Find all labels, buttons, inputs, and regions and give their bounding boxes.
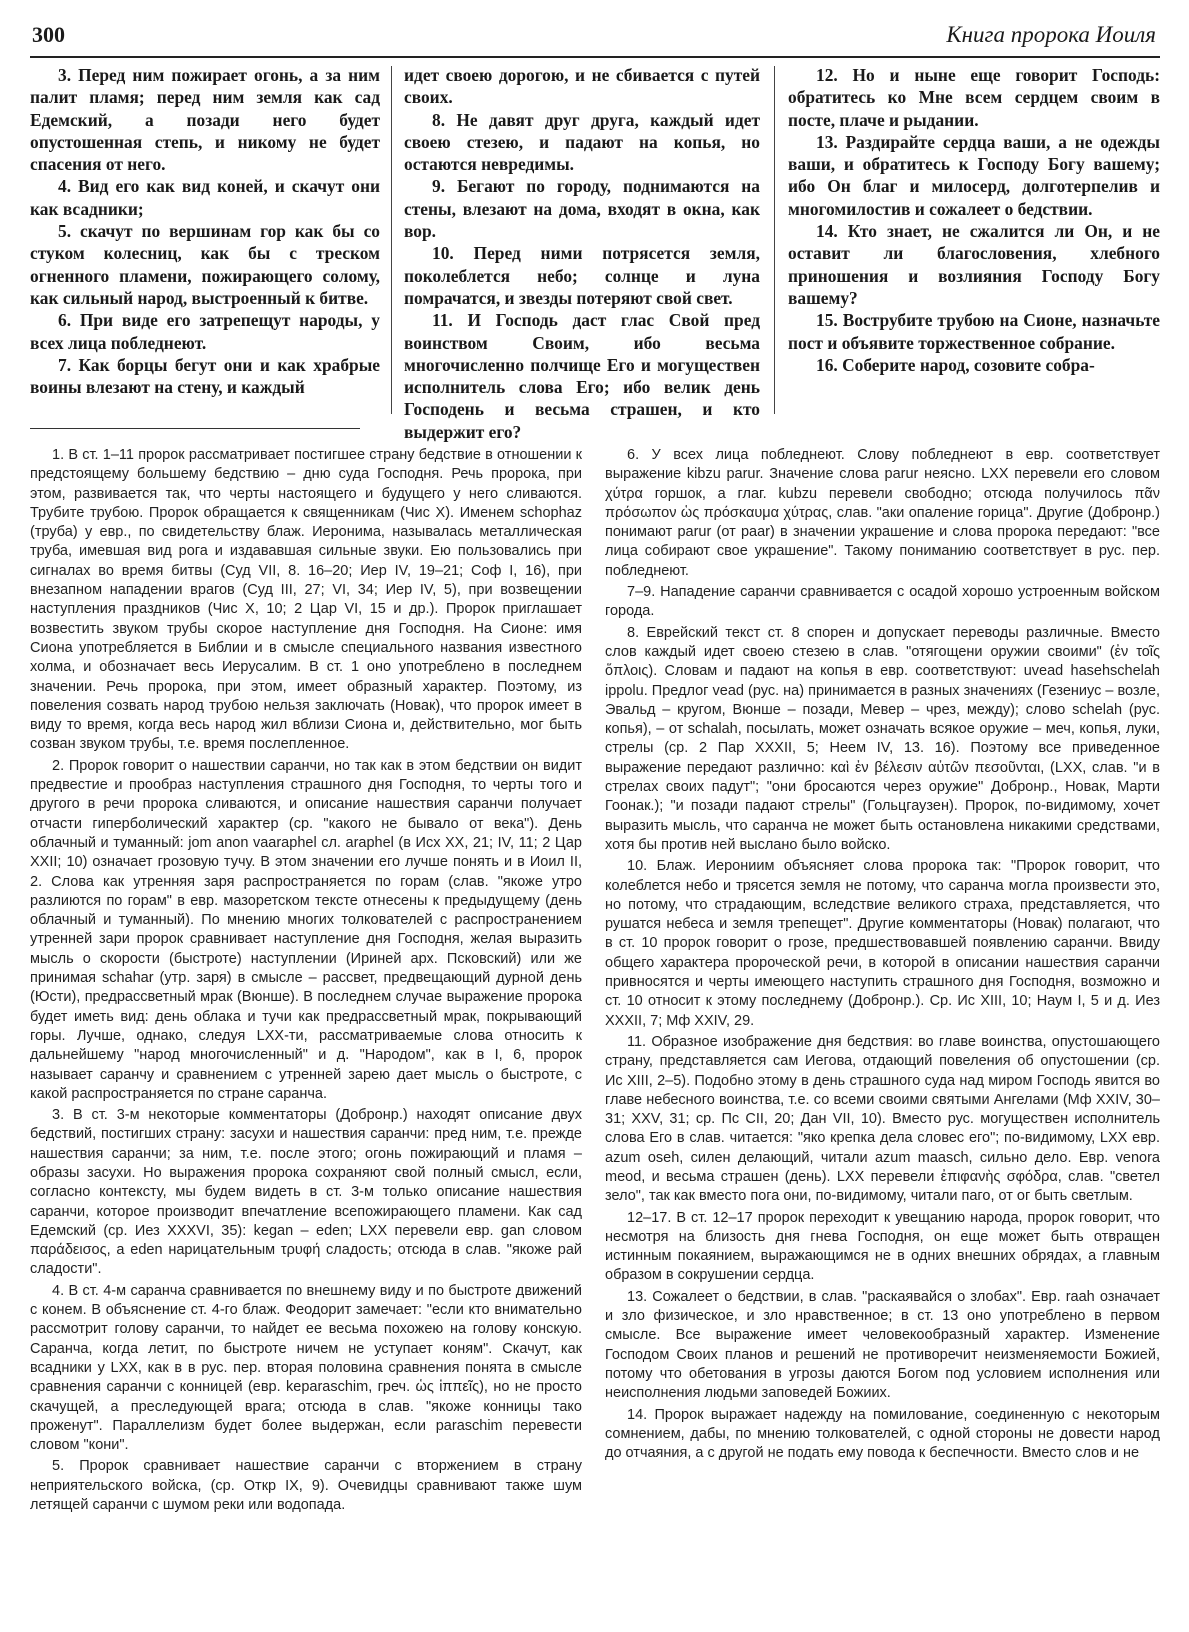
verse-paragraph: 3. Перед ним пожирает огонь, а за ним палит пламя; перед ним земля как сад Едемский, а позади него будет опустошенная степь, и никому не будет спасения от него. <box>30 65 380 175</box>
scripture-column-1 <box>30 64 380 418</box>
scripture-column-3 <box>788 64 1160 418</box>
commentary-paragraph: 7–9. Нападение саранчи сравнивается с осадой хорошо устроенным войском города. <box>605 584 1160 620</box>
book-title: Книга пророка Иоиля <box>946 22 1156 47</box>
verse-paragraph: 9. Бегают по городу, поднимаются на стены, влезают на дома, входят в окна, как вор. <box>404 176 760 242</box>
commentary-paragraph: 13. Сожалеет о бедствии, в слав. "раскаявайся о злобах". Евр. raah означает и зло физическое, и зло нравственное; в ст. 13 оно употреблено в первом смысле. Все выражение имеет человекообразный характер. Изменение Господом Своих планов и решений не противоречит неизменяемости Божией, потому что обетования в угрозы даются Богом под условием исполнения или неисполнения людьми заповедей Божиих. <box>605 1288 1160 1402</box>
commentary-paragraph: 5. Пророк сравнивает нашествие саранчи с вторжением в страну неприятельского войска, (ср. Откр IX, 9). Очевидцы сравнивают также шум летящей саранчи с шумом реки или водопада. <box>30 1458 582 1514</box>
verse-paragraph: 13. Раздирайте сердца ваши, а не одежды ваши, и обратитесь к Господу Богу вашему; ибо Он благ и милосерд, долготерпелив и многомилостив и сожалеет о бедствии. <box>788 131 1160 219</box>
verse-paragraph: 16. Соберите народ, созовите собра- <box>816 354 1095 375</box>
commentary-column-right <box>605 446 1160 1626</box>
commentary-paragraph: 6. У всех лица побледнеют. Слову побледнеют в евр. соответствует выражение kibzu parur. Значение слова parur неясно. LXX перевели его словом χύτρα горшок, а глаг. kubzu перевели свободно; отсюда получилось πᾶν πρόσωπον ὡς πρόσκαυμα χύτρας, слав. "аки опаление горица". Другие (Добронр.) понимают parur (от paar) в значении украшение и слова пророка передают: "все лица собирают свое украшение". Такому пониманию соответствует в рус. пер. побледнеют. <box>605 447 1160 579</box>
commentary-paragraph: 3. В ст. 3-м некоторые комментаторы (Добронр.) находят описание двух бедствий, постигших страну: засухи и нашествия саранчи: пред ним, т.е. прежде нашествия саранчи; за ним, т.е. после этого; огонь пожирающий и пламя – образы засухи. Но выражения пророка сохраняют свой полный смысл, если, согласно контексту, мы будем видеть в ст. 3-м только описание нашествия саранчи, которое производит впечатление всепожирающего пламени. Как сад Едемский (ср. Иез XXXVI, 35): kegan – eden; LXX перевели евр. gan словом παράδεισος, а eden нарицательным τρυφή сладость; отсюда в слав. "якоже рай сладости". <box>30 1107 582 1278</box>
commentary-column-left <box>30 446 582 1626</box>
verse-paragraph: 8. Не давят друг друга, каждый идет своею стезею, и падают на копья, но остаются невредимы. <box>404 109 760 175</box>
verse-paragraph: 4. Вид его как вид коней, и скачут они как всадники; <box>30 176 380 219</box>
column-divider <box>391 66 392 414</box>
footnote-divider <box>30 428 360 429</box>
commentary-paragraph: 2. Пророк говорит о нашествии саранчи, но так как в этом бедствии он видит предвестие и прообраз наступления страшного дня Господня, то черты того и другого в речи пророка сливаются, и описание нашествия саранчи получает отчасти гиперболический характер (ср. "какого не бывало от века"). День облачный и туманный: jom anon vaaraphel сл. araphel (в Исх XX, 21; IV, 11; 2 Цар XXII; 10) означает грозовую тучу. В этом значении его лучше понять и в Иоил II, 2. Слова как утренняя заря распространяется по горам (слав. "якоже утро разлиются по горам" в евр. мазоретском тексте отнесены к предыдущему (день облачный и туманный). По мнению многих толкователей с распространением утренней зари пророк сравнивает наступление дня Господня, желая выразить мысль о скорости (быстроте) наступлении (Ириней арх. Псковский) или же принимая schahar (утр. заря) в смысле – рассвет, предвещающий дурной день (Юсти), предрассветный мрак (Вюнше). В последнем случае выражение пророка будет иметь вид: день облака и тучи как предрассветный мрак, покрывающий горы. Лучше, однако, следуя LXX-ти, рассматриваемые слова относить к дальнейшему "народ многочисленный" и д. "Народом", как в I, 6, пророк называет саранчу и сравнением с утренней зарею дает мысль о быстроте, с какой распространяется по стране саранча. <box>30 757 582 1102</box>
verse-paragraph: 11. И Господь даст глас Свой пред воинством Своим, ибо весьма многочисленно полчище Его и могуществен исполнитель слова Его; ибо велик день Господень и весьма страшен, и кто выдержит его? <box>404 310 760 442</box>
verse-paragraph: идет своею дорогою, и не сбивается с путей своих. <box>404 65 760 108</box>
page-number: 300 <box>32 22 65 47</box>
commentary-paragraph: 12–17. В ст. 12–17 пророк переходит к увещанию народа, пророк говорит, что несмотря на близость дня гнева Господня, он еще может быть отвращен истинным покаянием, выражающимся не в одних внешних обрядах, а главным образом в сокрушении сердца. <box>605 1209 1160 1284</box>
verse-paragraph: 6. При виде его затрепещут народы, у всех лица побледнеют. <box>30 310 380 353</box>
scripture-text <box>30 64 1160 442</box>
verse-paragraph: 12. Но и ныне еще говорит Господь: обратитесь ко Мне всем сердцем своим в посте, плаче и рыдании. <box>788 65 1160 130</box>
column-divider <box>774 66 775 414</box>
commentary-paragraph: 4. В ст. 4-м саранча сравнивается по внешнему виду и по быстроте движений с конем. В объяснение ст. 4-го блаж. Феодорит замечает: "если кто внимательно рассмотрит голову саранчи, то найдет ее весьма похожею на голову конскую. Саранча, когда летит, по быстроте ничем не уступает коням". Скачут, как всадники у LXX, как в в рус. пер. вторая половина сравнения понята в смысле сравнения саранчи с конницей (евр. keparaschim, греч. ὡς ἱππεῖς), но не просто скачущей, а преследующей врага; отсюда в слав. "якоже конницы тако проженут". Параллелизм будет более выдержан, если paraschim перевести словом "кони". <box>30 1282 582 1454</box>
commentary-paragraph: 8. Еврейский текст ст. 8 спорен и допускает переводы различные. Вместо слов каждый идет своею стезею в слав. "отягощени оружии своими" (ἐν τοῖς ὅπλοις). Словам и падают на копья в евр. соответствуют: uvead hasehschelah ippolu. Предлог vead (рус. на) принимается в разных значениях (Гезениус – возле, Эвальд – кругом, Вюнше – позади, Мевер – чрез, между); слово schelah (рус. копья), – от schalah, посылать, может означать всякое оружие – меч, копья, луки, стрелы (ср. 2 Пар XXXII, 5; Неем IV, 13. 16). Поэтому все приведенное выражение передают различно: καὶ ἐν βέλεσιν αὐτῶν πεσοῦνται, (LXX, слав. "и в стрелах своих падут"; "они бросаются через оружие" Добронр., Новак, Марти Гоонак.); "и позади падают стрелы" (Гольцгаузен). Пророк, по-видимому, хочет выразить мысль, что саранча не может быть остановлена никакими средствами, хотя бы против ней выслано было войско. <box>605 624 1160 853</box>
commentary-paragraph: 10. Блаж. Иерониим объясняет слова пророка так: "Пророк говорит, что колеблется небо и трясется земля не потому, что саранча могла произвести это, но потому, что страдающим, вследствие великого страха, представляется, что рушатся небеса и земля трепещет". Другие комментаторы (Новак) полагают, что в ст. 10 пророк говорит о грозе, предшествовавшей появлению саранчи. Ввиду общего характера пророческой речи, в которой в описании нашествия саранчи привносятся и черты имеющего наступить страшного дня Господня, возможно и ст. 10 относит к этому последнему (Добронр.). Ср. Ис XIII, 10; Наум I, 5 и д. Иез XXXII, 7; Мф XXIV, 29. <box>605 858 1160 1029</box>
commentary-paragraph: 11. Образное изображение дня бедствия: во главе воинства, опустошающего страну, представляется сам Иегова, отдающий повеления об опустошении (ср. Ис XIII, 2–5). Подобно этому в день страшного суда над миром Господь явится во главе небесного воинства, т.е. со всеми своими святыми Ангелами (Мф XXIV, 30–31; XXV, 31; ср. Пс CII, 20; Дан VII, 10). Вместо рус. могуществен исполнитель слова Его в слав. читается: "яко крепка дела словес его"; по-видимому, LXX евр. azum oseh, силен делающий, читали azum maasch, сильно дело. Евр. venora meod, и весьма страшен (день). LXX перевели ἐπιφανὴς σφόδρα, слав. "светел зело", так как вместо пога они, по-видимому, читали паго, от ог быть светлым. <box>605 1033 1160 1205</box>
verse-paragraph: 14. Кто знает, не сжалится ли Он, и не оставит ли благословения, хлебного приношения и возлияния Господу Богу вашему? <box>788 221 1160 308</box>
scripture-column-2 <box>404 64 760 442</box>
verse-paragraph: 5. скачут по вершинам гор как бы со стуком колесниц, как бы с треском огненного пламени, пожирающего солому, как сильный народ, выстроенный к битве. <box>30 221 380 308</box>
commentary-paragraph: 14. Пророк выражает надежду на помилование, соединенную с некоторым сомнением, дабы, по мнению толкователей, с одной стороны не довести народ до отчаяния, а с другой не подать ему повода к беспечности. Вместо слов и не <box>605 1406 1160 1462</box>
verse-paragraph: 15. Вострубите трубою на Сионе, назначьте пост и объявите торжественное собрание. <box>788 310 1160 353</box>
commentary-paragraph: 1. В ст. 1–11 пророк рассматривает постигшее страну бедствие в отношении к предстоящему большему бедствию – дню суда Господня. Речь пророка, при этом, развивается так, что черты настоящего и будущего у него сливаются. Трубите трубою. Пророк обращается к священникам (Чис Х). Именем schophaz (труба) у евр., по свидетельству блаж. Иеронима, называлась металлическая труба, имевшая вид рога и издававшая сильные звуки. Ею пользовались при сигналах во время битвы (Суд VII, 8. 16–20; Иер IV, 19–21; Соф I, 16), при внезапном нападении врагов (Суд III, 27; VI, 34; Иер IV, 5), при возвещении наступления праздников (Чис Х, 10; 2 Цар VI, 15 и др.). Пророк приглашает возвестить звуком трубы скорое наступление дня Господня. На Сионе: имя Сиона употребляется в Библии и в смысле специального названия известного холма, и обозначает весь Иерусалим. В ст. 1 оно употреблено в последнем значении. Речь пророка, при этом, имеет образный характер. Поэтому, из повеления созвать народ трубою нельзя заключать (Новак), что пророк имеет в виду то время, когда весь народ жил вблизи Сиона и, действительно, мог быть созван звуком трубы, т.е. время послепленное. <box>30 447 582 753</box>
verse-paragraph: 7. Как борцы бегут они и как храбрые воины влезают на стену, и каждый <box>30 354 380 398</box>
verse-paragraph: 10. Перед ними потрясется земля, поколеблется небо; солнце и луна помрачатся, и звезды потеряют свой свет. <box>404 243 760 308</box>
page-header <box>30 16 1160 58</box>
